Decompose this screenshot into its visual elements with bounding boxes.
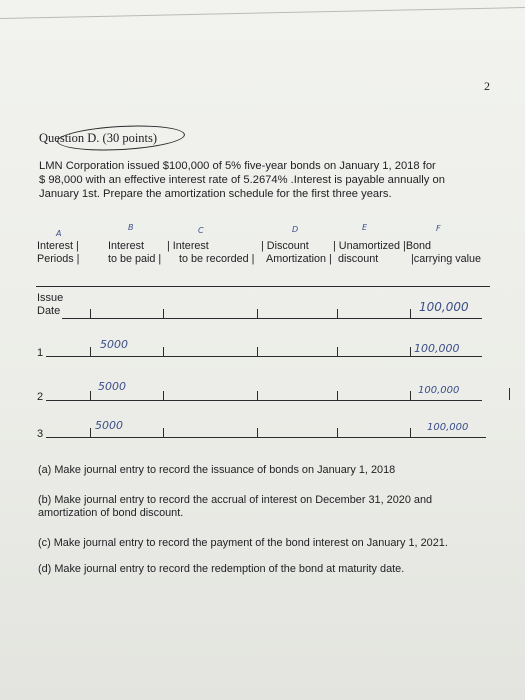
row-divider-tick xyxy=(337,428,338,438)
row-label-issue: Issue xyxy=(37,292,64,304)
row-divider-tick xyxy=(337,347,338,357)
column-mark-a: A xyxy=(56,229,62,238)
header-divider xyxy=(36,286,490,287)
interest-paid-1: 5000 xyxy=(100,338,128,351)
header-interest-1: Interest | xyxy=(37,240,79,252)
table-row xyxy=(46,437,486,438)
carrying-value-3: 100,000 xyxy=(427,422,469,433)
header-amortization: Amortization | xyxy=(266,253,332,265)
column-mark-d: D xyxy=(292,225,299,234)
header-discount-2: discount xyxy=(338,253,379,265)
row-divider-tick xyxy=(90,391,91,401)
row-divider-tick xyxy=(163,391,164,401)
header-periods: Periods | xyxy=(37,253,80,265)
interest-paid-3: 5000 xyxy=(95,419,123,432)
intro-line-3: January 1st. Prepare the amortization schedule for the first three years. xyxy=(39,188,392,200)
row-divider-tick xyxy=(337,309,338,319)
carrying-value-issue: 100,000 xyxy=(419,300,469,314)
row-divider-tick xyxy=(410,428,411,438)
row-divider-tick xyxy=(257,309,258,319)
question-prefix: Question xyxy=(39,131,85,145)
row-divider-tick xyxy=(257,391,258,401)
row-divider-tick xyxy=(163,428,164,438)
row-divider-tick xyxy=(410,391,411,401)
row-divider-tick xyxy=(337,391,338,401)
row-divider-tick xyxy=(410,347,411,357)
row-divider-tick xyxy=(90,428,91,438)
row-divider-tick xyxy=(90,309,91,319)
question-heading xyxy=(39,131,157,146)
header-unamortized-bond: | Unamortized |Bond xyxy=(333,240,432,252)
carrying-value-1: 100,000 xyxy=(414,342,460,355)
stray-pen-mark xyxy=(509,388,510,400)
question-letter: D. xyxy=(87,131,100,145)
row-label-2: 2 xyxy=(37,391,44,403)
question-b-continued: amortization of bond discount. xyxy=(38,507,184,519)
row-label-3: 3 xyxy=(37,428,44,440)
table-row xyxy=(62,318,482,319)
row-divider-tick xyxy=(257,428,258,438)
intro-line-1: LMN Corporation issued $100,000 of 5% five-year bonds on January 1, 2018 for xyxy=(39,160,436,172)
row-divider-tick xyxy=(163,309,164,319)
row-divider-tick xyxy=(90,347,91,357)
header-discount: | Discount xyxy=(261,240,309,252)
page-number: 2 xyxy=(484,79,490,93)
header-to-be-paid: to be paid | xyxy=(108,253,162,265)
column-mark-e: E xyxy=(362,223,368,232)
page-top-edge xyxy=(0,7,525,19)
question-d: (d) Make journal entry to record the redemption of the bond at maturity date. xyxy=(38,563,405,575)
header-interest-3: | Interest xyxy=(167,240,209,252)
question-b: (b) Make journal entry to record the accrual of interest on December 31, 2020 and xyxy=(38,494,433,506)
table-row xyxy=(46,400,482,401)
row-label-issue-date xyxy=(37,292,63,318)
question-points: (30 points) xyxy=(102,131,158,145)
column-mark-c: C xyxy=(198,226,204,235)
question-a: (a) Make journal entry to record the issuance of bonds on January 1, 2018 xyxy=(38,464,396,476)
row-divider-tick xyxy=(163,347,164,357)
table-row xyxy=(46,356,482,357)
column-mark-b: B xyxy=(128,223,134,232)
question-c: (c) Make journal entry to record the payment of the bond interest on January 1, 2021. xyxy=(38,537,448,549)
row-divider-tick xyxy=(257,347,258,357)
carrying-value-2: 100,000 xyxy=(418,385,460,396)
interest-paid-2: 5000 xyxy=(98,380,126,393)
header-interest-2: Interest xyxy=(108,240,145,252)
row-label-1: 1 xyxy=(37,347,44,359)
row-label-date: Date xyxy=(37,305,61,317)
column-mark-f: F xyxy=(436,224,441,233)
intro-line-2: $ 98,000 with an effective interest rate of 5.2674% .Interest is payable annually on xyxy=(39,174,445,186)
header-carrying-value: |carrying value xyxy=(411,253,482,265)
header-to-be-recorded: to be recorded | xyxy=(179,253,255,265)
row-divider-tick xyxy=(410,309,411,319)
